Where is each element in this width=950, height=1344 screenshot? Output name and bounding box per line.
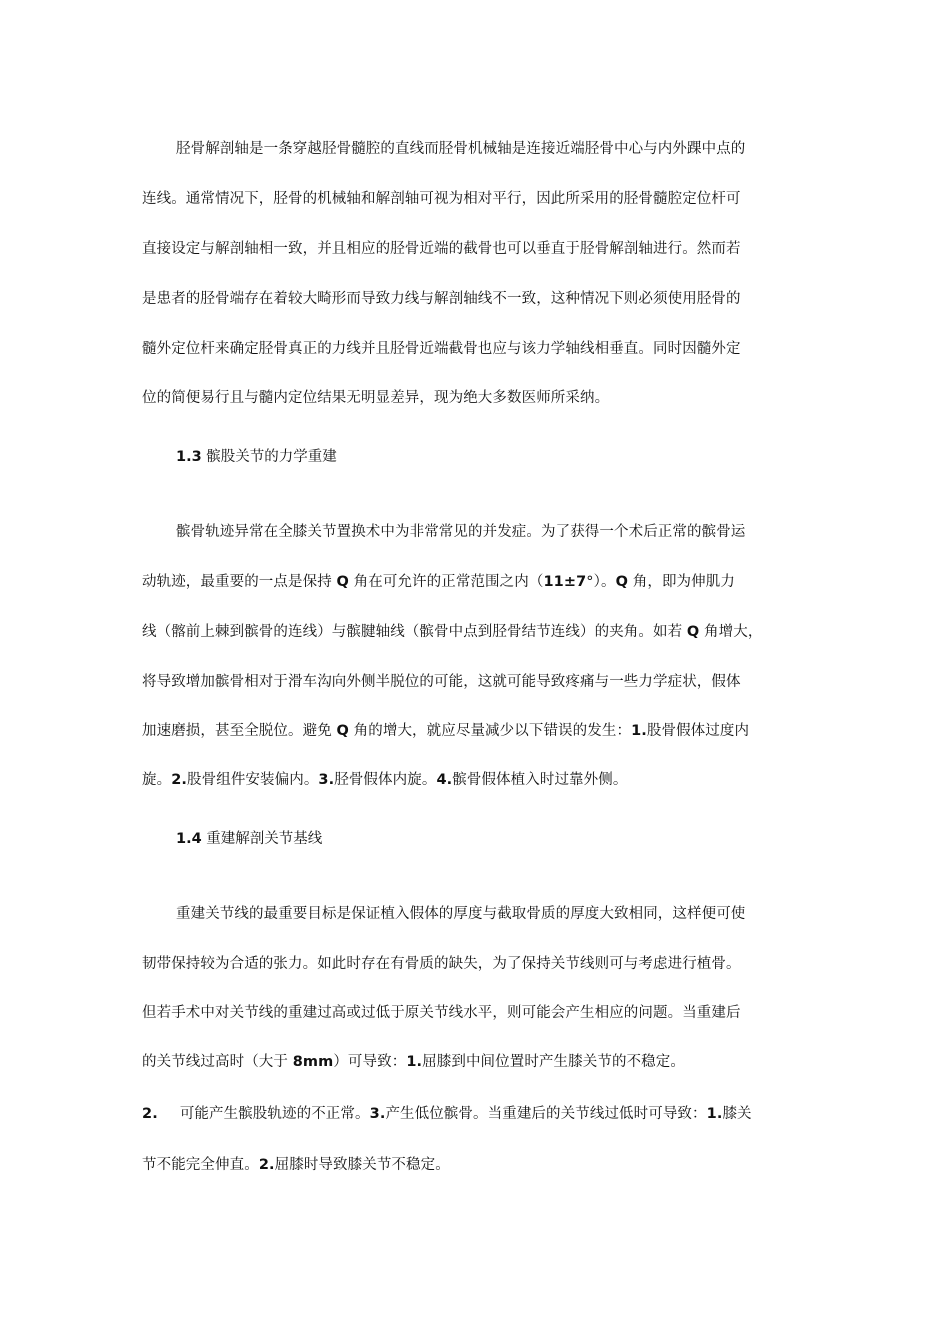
bold-text: Q <box>336 723 349 739</box>
paragraph-3-line-4 <box>142 1050 685 1071</box>
bold-text: 1. <box>406 1054 423 1070</box>
paragraph-3-line-2: 韧带保持较为合适的张力。如此时存在有骨质的缺失，为了保持关节线则可与考虑进行植骨。 <box>142 956 741 972</box>
text: 线（髂前上棘到髌骨的连线）与髌腱轴线（髌骨中点到胫骨结节连线）的夹角。如若 <box>142 624 687 640</box>
bold-text: 8mm <box>292 1054 334 1070</box>
section-heading-1-3 <box>176 445 337 466</box>
text: 角增大， <box>699 624 763 640</box>
paragraph-2-line-3 <box>142 620 762 641</box>
paragraph-3-line-5 <box>142 1102 752 1123</box>
text: 胫骨假体内旋。 <box>334 772 437 788</box>
bold-text: 1. <box>706 1106 723 1122</box>
text: 的关节线过高时（大于 <box>142 1054 293 1070</box>
paragraph-1-line-2: 连线。通常情况下，胫骨的机械轴和解剖轴可视为相对平行，因此所采用的胫骨髓腔定位杆可 <box>142 191 741 207</box>
text: 动轨迹，最重要的一点是保持 <box>142 574 337 590</box>
paragraph-2-line-2 <box>142 570 735 591</box>
heading-text: 重建解剖关节基线 <box>201 831 323 847</box>
section-heading-1-4 <box>176 827 322 848</box>
text: 膝关 <box>722 1106 752 1122</box>
paragraph-1-line-4: 是患者的胫骨端存在着较大畸形而导致力线与解剖轴线不一致，这种情况下则必须使用胫骨的 <box>142 291 741 307</box>
text: 产生低位髌骨。当重建后的关节线过低时可导致： <box>385 1106 707 1122</box>
bold-text: 2. <box>142 1106 158 1122</box>
text: 股骨组件安装偏内。 <box>187 772 319 788</box>
text: 节不能完全伸直。 <box>142 1157 259 1173</box>
paragraph-2-line-4: 将导致增加髌骨相对于滑车沟向外侧半脱位的可能，这就可能导致疼痛与一些力学症状，假体 <box>142 674 741 690</box>
paragraph-2-line-6 <box>142 768 627 789</box>
text: 髌骨假体植入时过靠外侧。 <box>452 772 628 788</box>
paragraph-3-line-3: 但若手术中对关节线的重建过高或过低于原关节线水平，则可能会产生相应的问题。当重建后 <box>142 1005 741 1021</box>
paragraph-1-line-5: 髓外定位杆来确定胫骨真正的力线并且胫骨近端截骨也应与该力学轴线相垂直。同时因髓外定 <box>142 341 741 357</box>
bold-text: 11±7 <box>543 574 587 590</box>
paragraph-3-line-1: 重建关节线的最重要目标是保证植入假体的厚度与截取骨质的厚度大致相同，这样便可使 <box>176 906 746 922</box>
text: 角，即为伸肌力 <box>628 574 735 590</box>
text: ）可导致： <box>333 1054 407 1070</box>
bold-text: Q <box>336 574 349 590</box>
paragraph-2-line-1: 髌骨轨迹异常在全膝关节置换术中为非常常见的并发症。为了获得一个术后正常的髌骨运 <box>176 524 746 540</box>
text: 可能产生髌股轨迹的不正常。 <box>179 1106 370 1122</box>
heading-text: 髌股关节的力学重建 <box>201 449 337 465</box>
paragraph-3-line-6 <box>142 1153 450 1174</box>
bold-text: 3. <box>369 1106 386 1122</box>
text: 屈膝时导致膝关节不稳定。 <box>274 1157 450 1173</box>
bold-text: 1. <box>631 723 647 739</box>
bold-text: 2. <box>258 1157 275 1173</box>
paragraph-1-line-6: 位的简便易行且与髓内定位结果无明显差异，现为绝大多数医师所采纳。 <box>142 390 610 406</box>
text: 屈膝到中间位置时产生膝关节的不稳定。 <box>422 1054 685 1070</box>
heading-number: 1.4 <box>176 831 202 847</box>
heading-number: 1.3 <box>176 449 202 465</box>
text: 加速磨损，甚至全脱位。避免 <box>142 723 337 739</box>
bold-text: 3. <box>318 772 335 788</box>
bold-text: Q <box>615 574 629 590</box>
text: 角的增大，就应尽量减少以下错误的发生： <box>348 723 632 739</box>
text: 股骨假体过度内 <box>646 723 750 739</box>
bold-text: Q <box>686 624 700 640</box>
paragraph-1-line-3: 直接设定与解剖轴相一致，并且相应的胫骨近端的截骨也可以垂直于胫骨解剖轴进行。然而若 <box>142 241 741 257</box>
paragraph-1-line-1: 胫骨解剖轴是一条穿越胫骨髓腔的直线而胫骨机械轴是连接近端胫骨中心与内外踝中点的 <box>176 141 746 157</box>
paragraph-2-line-5 <box>142 719 749 740</box>
text: 角在可允许的正常范围之内（ <box>348 574 544 590</box>
bold-text: 2. <box>171 772 188 788</box>
bold-text: 4. <box>436 772 453 788</box>
text: 旋。 <box>142 772 172 788</box>
text: °）。 <box>586 574 616 590</box>
